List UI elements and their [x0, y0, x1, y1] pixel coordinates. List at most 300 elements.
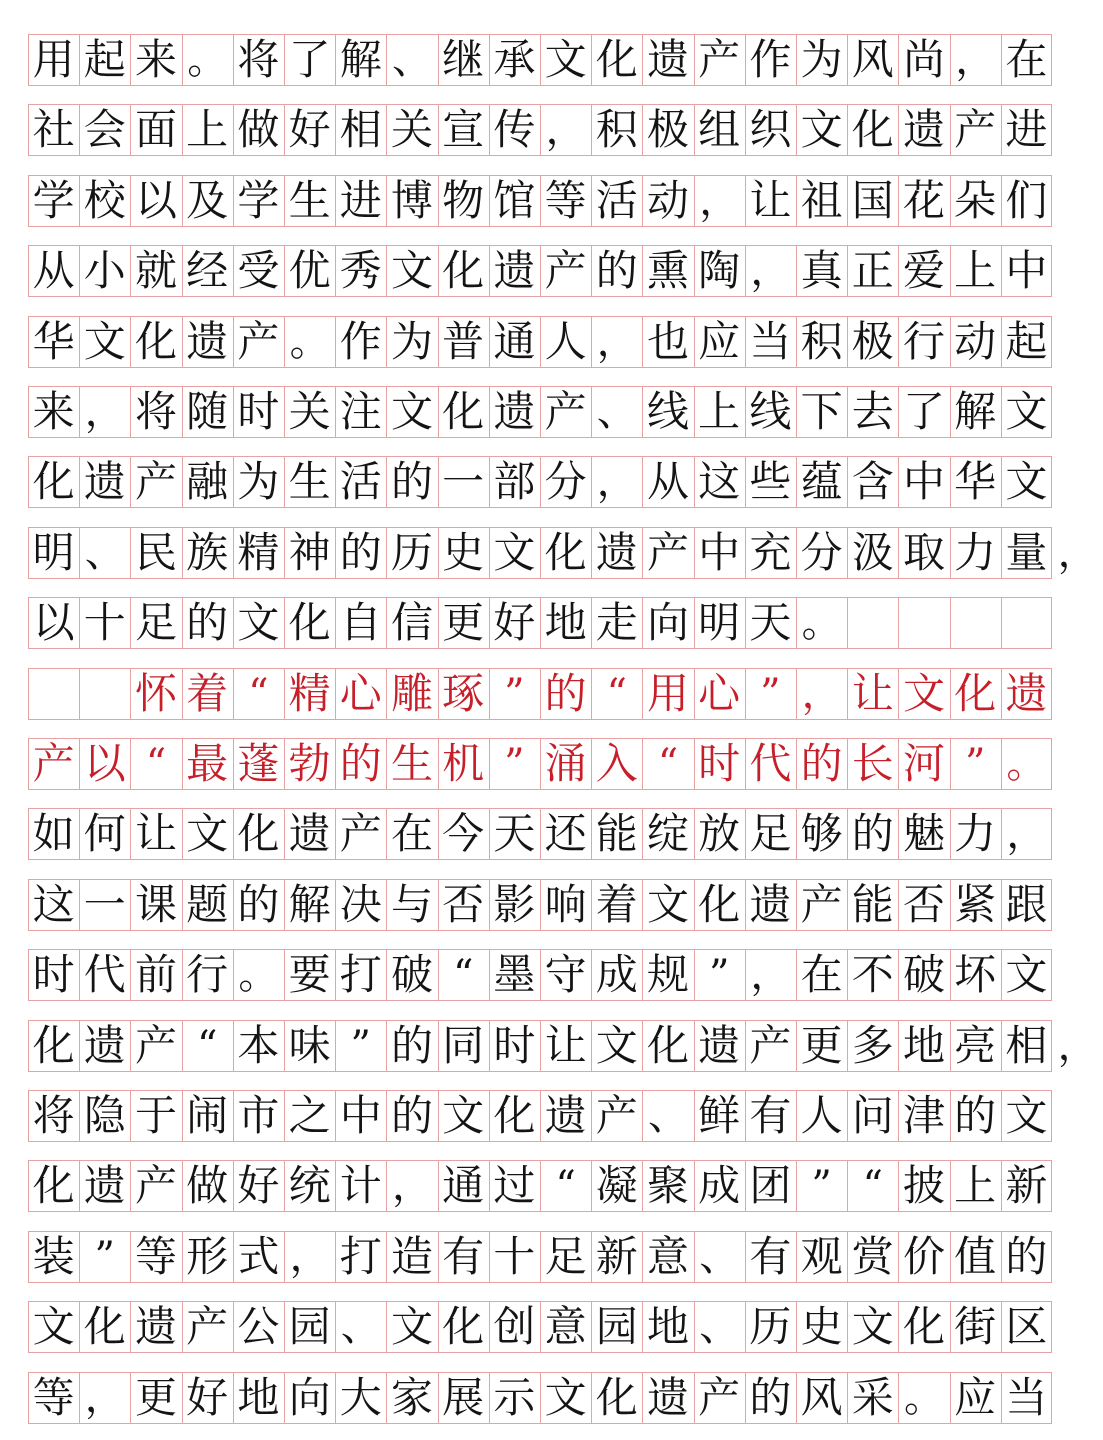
- handwritten-char: 足: [134, 598, 177, 647]
- handwritten-char: 中: [1005, 246, 1048, 295]
- handwritten-char: 将: [32, 1091, 75, 1140]
- handwritten-char: 不: [851, 950, 894, 999]
- handwritten-char: 尚: [902, 35, 945, 84]
- handwritten-char: 从: [32, 246, 75, 295]
- handwritten-char: 遗: [493, 246, 536, 295]
- handwritten-char: 上: [954, 1161, 997, 1210]
- handwritten-char: 以: [134, 176, 177, 225]
- text-line: [28, 949, 1068, 1001]
- handwritten-char: 明: [698, 598, 741, 647]
- handwritten-char: ，: [84, 1375, 125, 1421]
- handwritten-char: 好: [186, 1373, 229, 1422]
- handwritten-char: 解: [339, 35, 382, 84]
- handwritten-char: 让: [851, 669, 894, 718]
- handwritten-char: 何: [83, 809, 126, 858]
- handwritten-char: 化: [32, 1161, 75, 1210]
- handwritten-char: 优: [288, 246, 331, 295]
- handwritten-char: 经: [186, 246, 229, 295]
- handwritten-char: 。: [238, 952, 279, 998]
- handwritten-char: 产: [544, 387, 587, 436]
- handwritten-char: 遗: [544, 1091, 587, 1140]
- text-line: [28, 386, 1068, 438]
- handwritten-char: 宣: [442, 105, 485, 154]
- handwritten-char: “: [862, 1163, 883, 1209]
- handwritten-char: [28, 668, 79, 720]
- handwritten-char: 文: [595, 1021, 638, 1070]
- handwritten-char: 中: [339, 1091, 382, 1140]
- handwritten-char: 市: [237, 1091, 280, 1140]
- handwritten-char: 化: [493, 1091, 536, 1140]
- handwritten-char: 在: [800, 950, 843, 999]
- handwritten-char: 让: [749, 176, 792, 225]
- handwritten-char: 馆: [493, 176, 536, 225]
- handwritten-char: 的: [800, 739, 843, 788]
- handwritten-char: 让: [544, 1021, 587, 1070]
- handwritten-char: 文: [1005, 457, 1048, 506]
- handwritten-char: 就: [134, 246, 177, 295]
- handwritten-char: 文: [237, 598, 280, 647]
- handwritten-char: 在: [390, 809, 433, 858]
- handwritten-char: ，: [750, 952, 791, 998]
- handwritten-char: 一: [83, 880, 126, 929]
- handwritten-char: ”: [504, 671, 525, 717]
- handwritten-char: 打: [339, 1232, 382, 1281]
- handwritten-char: 长: [851, 739, 894, 788]
- handwritten-char: 等: [32, 1373, 75, 1422]
- handwritten-char: 行: [902, 317, 945, 366]
- handwritten-char: 时: [493, 1021, 536, 1070]
- handwritten-char: 做: [186, 1161, 229, 1210]
- handwritten-char: 精: [288, 669, 331, 718]
- handwritten-char: 传: [493, 105, 536, 154]
- text-line: [28, 738, 1068, 790]
- handwritten-char: 等: [134, 1232, 177, 1281]
- handwritten-char: 产: [800, 880, 843, 929]
- text-line: [28, 808, 1068, 860]
- handwritten-char: 风: [800, 1373, 843, 1422]
- handwritten-char: 作: [339, 317, 382, 366]
- handwritten-char: 味: [288, 1021, 331, 1070]
- handwritten-char: 产: [134, 457, 177, 506]
- handwritten-char: 能: [851, 880, 894, 929]
- handwritten-char: 代: [749, 739, 792, 788]
- handwritten-char: 问: [851, 1091, 894, 1140]
- handwritten-char: 还: [544, 809, 587, 858]
- handwritten-char: 织: [749, 105, 792, 154]
- handwritten-char: 真: [800, 246, 843, 295]
- handwritten-char: 。: [801, 600, 842, 646]
- handwritten-char: 文: [390, 1302, 433, 1351]
- handwritten-char: 应: [698, 317, 741, 366]
- handwritten-char: 及: [186, 176, 229, 225]
- handwritten-char: 爱: [902, 246, 945, 295]
- handwritten-char: 于: [134, 1091, 177, 1140]
- handwritten-char: ，: [391, 1163, 432, 1209]
- handwritten-char: 鲜: [698, 1091, 741, 1140]
- handwritten-char: 遗: [646, 1373, 689, 1422]
- handwritten-char: 生: [288, 176, 331, 225]
- handwritten-char: 河: [902, 739, 945, 788]
- text-line: [28, 1020, 1098, 1072]
- handwritten-char: 的: [851, 809, 894, 858]
- handwritten-char: 更: [134, 1373, 177, 1422]
- handwritten-char: 墨: [493, 950, 536, 999]
- handwritten-char: 最: [186, 739, 229, 788]
- handwritten-char: 等: [544, 176, 587, 225]
- handwritten-char: 些: [749, 457, 792, 506]
- handwritten-char: 亮: [954, 1021, 997, 1070]
- handwritten-char: 化: [442, 1302, 485, 1351]
- handwritten-char: 机: [442, 739, 485, 788]
- handwritten-char: 放: [698, 809, 741, 858]
- handwritten-char: 题: [186, 880, 229, 929]
- handwritten-char: 遗: [595, 528, 638, 577]
- handwritten-char: 之: [288, 1091, 331, 1140]
- handwritten-char: 公: [237, 1302, 280, 1351]
- handwritten-char: 的: [186, 598, 229, 647]
- handwritten-char: 自: [339, 598, 382, 647]
- handwritten-char: ”: [964, 741, 986, 787]
- text-line: [28, 527, 1098, 579]
- handwritten-char: 遗: [749, 880, 792, 929]
- handwritten-char: 时: [237, 387, 280, 436]
- handwritten-char: 的: [544, 669, 587, 718]
- handwritten-char: 形: [186, 1232, 229, 1281]
- handwritten-char: 来: [134, 35, 177, 84]
- handwritten-char: 着: [595, 880, 638, 929]
- handwritten-char: 代: [83, 950, 126, 999]
- handwritten-char: 遗: [83, 1021, 126, 1070]
- handwritten-char: 人: [800, 1091, 843, 1140]
- handwritten-char: 了: [902, 387, 945, 436]
- handwritten-char: 极: [851, 317, 894, 366]
- handwritten-char: 好: [288, 105, 331, 154]
- handwritten-char: 时: [32, 950, 75, 999]
- handwritten-char: 文: [851, 1302, 894, 1351]
- handwritten-char: 历: [390, 528, 433, 577]
- handwritten-char: 解: [288, 880, 331, 929]
- handwritten-char: 分: [544, 457, 587, 506]
- handwritten-char: 地: [544, 598, 587, 647]
- handwritten-char: 聚: [646, 1161, 689, 1210]
- handwritten-char: 文: [902, 669, 945, 718]
- text-line: [28, 597, 1068, 649]
- handwritten-char: 魅: [902, 809, 945, 858]
- handwritten-char: ，: [1057, 530, 1098, 576]
- handwritten-char: 更: [800, 1021, 843, 1070]
- handwritten-char: 为: [237, 457, 280, 506]
- handwritten-char: 影: [493, 880, 536, 929]
- handwritten-char: 规: [646, 950, 689, 999]
- handwritten-char: 文: [390, 387, 433, 436]
- handwritten-char: “: [555, 1163, 576, 1209]
- handwritten-char: 凝: [595, 1161, 638, 1210]
- handwritten-char: 文: [646, 880, 689, 929]
- handwritten-char: 的: [339, 528, 382, 577]
- handwritten-char: 充: [749, 528, 792, 577]
- handwritten-char: 线: [749, 387, 792, 436]
- handwritten-char: 文: [493, 528, 536, 577]
- handwritten-char: 、: [391, 37, 432, 83]
- handwritten-char: 要: [288, 950, 331, 999]
- handwritten-char: 上: [698, 387, 741, 436]
- handwritten-char: 更: [442, 598, 485, 647]
- handwritten-char: 示: [493, 1373, 536, 1422]
- handwritten-char: 能: [595, 809, 638, 858]
- handwritten-char: 用: [32, 35, 75, 84]
- handwritten-char: 活: [595, 176, 638, 225]
- handwritten-char: 走: [595, 598, 638, 647]
- handwritten-char: 信: [390, 598, 433, 647]
- handwritten-char: 风: [851, 35, 894, 84]
- handwritten-char: 的: [390, 1021, 433, 1070]
- handwritten-char: 随: [186, 387, 229, 436]
- handwritten-char: 化: [32, 457, 75, 506]
- handwritten-char: 涌: [544, 739, 587, 788]
- handwritten-char: 会: [83, 105, 126, 154]
- handwritten-char: 文: [1005, 387, 1048, 436]
- handwritten-char: ，: [955, 37, 996, 83]
- handwritten-char: 琢: [442, 669, 485, 718]
- handwritten-char: 采: [851, 1373, 894, 1422]
- handwritten-char: ，: [750, 248, 791, 294]
- handwritten-char: 蕴: [800, 457, 843, 506]
- handwritten-char: 行: [186, 950, 229, 999]
- text-line: [28, 1372, 1068, 1424]
- handwritten-char: ，: [84, 389, 125, 435]
- handwritten-char: 文: [390, 246, 433, 295]
- handwritten-char: 心: [698, 669, 741, 718]
- handwritten-char: ，: [801, 671, 842, 717]
- handwritten-char: 融: [186, 457, 229, 506]
- handwritten-char: 注: [339, 387, 382, 436]
- handwritten-char: 创: [493, 1302, 536, 1351]
- handwritten-char: 破: [902, 950, 945, 999]
- handwritten-char: 受: [237, 246, 280, 295]
- handwritten-char: 化: [83, 1302, 126, 1351]
- handwritten-char: 产: [698, 1373, 741, 1422]
- handwritten-char: 物: [442, 176, 485, 225]
- handwritten-char: 化: [595, 35, 638, 84]
- handwritten-char: “: [248, 671, 269, 717]
- handwritten-char: 否: [902, 880, 945, 929]
- text-line: [28, 245, 1068, 297]
- handwritten-char: 将: [237, 35, 280, 84]
- handwritten-char: 的: [390, 1091, 433, 1140]
- handwritten-char: 文: [544, 1373, 587, 1422]
- handwritten-char: 够: [800, 809, 843, 858]
- handwritten-char: 成: [595, 950, 638, 999]
- handwritten-char: 、: [699, 1304, 740, 1350]
- handwritten-char: 华: [954, 457, 997, 506]
- handwritten-char: 产: [237, 317, 280, 366]
- handwritten-char: 化: [902, 1302, 945, 1351]
- handwritten-char: 作: [749, 35, 792, 84]
- handwritten-char: 文: [442, 1091, 485, 1140]
- handwritten-char: 这: [698, 457, 741, 506]
- handwritten-char: 化: [851, 105, 894, 154]
- handwritten-char: 文: [32, 1302, 75, 1351]
- handwritten-char: 化: [595, 1373, 638, 1422]
- handwritten-char: 否: [442, 880, 485, 929]
- handwritten-char: 、: [596, 389, 637, 435]
- handwritten-char: 面: [134, 105, 177, 154]
- handwritten-char: ”: [350, 1023, 371, 1069]
- handwritten-char: 力: [954, 528, 997, 577]
- handwritten-char: 展: [442, 1373, 485, 1422]
- handwritten-char: 秀: [339, 246, 382, 295]
- handwritten-char: 成: [698, 1161, 741, 1210]
- handwritten-char: 学: [237, 176, 280, 225]
- handwritten-char: ”: [760, 671, 781, 717]
- handwritten-char: 以: [83, 739, 126, 788]
- handwritten-char: 起: [83, 35, 126, 84]
- handwritten-char: 来: [32, 387, 75, 436]
- handwritten-char: 用: [646, 669, 689, 718]
- handwritten-char: 博: [390, 176, 433, 225]
- handwritten-char: 精: [237, 528, 280, 577]
- text-line: [28, 1090, 1068, 1142]
- handwritten-char: 的: [954, 1091, 997, 1140]
- handwritten-char: 如: [32, 809, 75, 858]
- handwritten-char: 了: [288, 35, 331, 84]
- handwritten-char: 津: [902, 1091, 945, 1140]
- handwritten-char: “: [145, 741, 167, 787]
- handwritten-char: 计: [339, 1161, 382, 1210]
- handwritten-char: 当: [749, 317, 792, 366]
- text-line: [28, 456, 1068, 508]
- handwritten-char: 价: [902, 1232, 945, 1281]
- handwritten-char: 的: [595, 246, 638, 295]
- handwritten-char: 小: [83, 246, 126, 295]
- handwritten-char: 将: [134, 387, 177, 436]
- handwritten-char: 量: [1005, 528, 1048, 577]
- handwritten-char: 值: [954, 1232, 997, 1281]
- handwritten-char: 地: [237, 1373, 280, 1422]
- handwritten-char: 从: [646, 457, 689, 506]
- handwritten-char: 好: [237, 1161, 280, 1210]
- handwritten-char: 积: [800, 317, 843, 366]
- handwritten-char: 做: [237, 105, 280, 154]
- handwritten-char: 相: [339, 105, 382, 154]
- handwritten-char: 关: [288, 387, 331, 436]
- text-line: [28, 668, 1068, 720]
- handwritten-char: ，: [289, 1234, 330, 1280]
- handwritten-char: 为: [800, 35, 843, 84]
- handwritten-char: 新: [1005, 1161, 1048, 1210]
- handwritten-char: 勃: [288, 739, 331, 788]
- handwritten-char: 家: [390, 1373, 433, 1422]
- handwritten-char: 本: [237, 1021, 280, 1070]
- handwritten-char: 新: [595, 1232, 638, 1281]
- handwritten-char: 区: [1005, 1302, 1048, 1351]
- handwritten-char: 怀: [134, 669, 177, 718]
- handwritten-char: 的: [390, 457, 433, 506]
- handwritten-char: 陶: [698, 246, 741, 295]
- handwritten-char: 决: [339, 880, 382, 929]
- handwritten-char: 今: [442, 809, 485, 858]
- handwritten-char: 足: [544, 1232, 587, 1281]
- handwritten-char: 的: [339, 739, 382, 788]
- handwritten-char: 。: [1006, 741, 1047, 787]
- handwritten-char: 积: [595, 105, 638, 154]
- handwritten-char: 十: [83, 598, 126, 647]
- handwritten-char: 通: [442, 1161, 485, 1210]
- handwritten-char: 时: [698, 739, 741, 788]
- handwritten-char: 中: [902, 457, 945, 506]
- handwritten-char: 文: [186, 809, 229, 858]
- handwritten-char: 校: [83, 176, 126, 225]
- handwritten-char: 这: [32, 880, 75, 929]
- handwritten-char: 汲: [851, 528, 894, 577]
- handwritten-char: 遗: [288, 809, 331, 858]
- handwritten-char: 十: [493, 1232, 536, 1281]
- handwritten-char: 族: [186, 528, 229, 577]
- handwritten-char: 文: [1005, 1091, 1048, 1140]
- handwritten-char: 守: [544, 950, 587, 999]
- handwritten-char: ，: [1057, 1023, 1098, 1069]
- handwritten-char: 正: [851, 246, 894, 295]
- handwritten-char: 化: [288, 598, 331, 647]
- handwritten-char: 文: [800, 105, 843, 154]
- handwritten-char: 向: [288, 1373, 331, 1422]
- handwritten-char: 国: [851, 176, 894, 225]
- handwritten-char: 民: [134, 528, 177, 577]
- handwritten-char: 起: [1005, 317, 1048, 366]
- handwritten-char: 力: [954, 809, 997, 858]
- handwritten-char: 意: [646, 1232, 689, 1281]
- handwritten-char: 园: [595, 1302, 638, 1351]
- handwritten-char: 隐: [83, 1091, 126, 1140]
- handwritten-char: 继: [442, 35, 485, 84]
- handwritten-char: 产: [32, 739, 75, 788]
- handwritten-char: ”: [504, 741, 525, 787]
- handwritten-char: 紧: [954, 880, 997, 929]
- handwritten-char: 着: [186, 669, 229, 718]
- handwritten-char: 观: [800, 1232, 843, 1281]
- handwritten-char: 进: [339, 176, 382, 225]
- handwritten-char: 社: [32, 105, 75, 154]
- handwritten-char: 在: [1005, 35, 1048, 84]
- handwritten-char: 足: [749, 809, 792, 858]
- text-line: [28, 104, 1068, 156]
- handwritten-char: 当: [1005, 1373, 1048, 1422]
- handwritten-char: 天: [493, 809, 536, 858]
- handwritten-char: 史: [442, 528, 485, 577]
- handwritten-char: 过: [493, 1161, 536, 1210]
- handwritten-char: 、: [647, 1093, 688, 1139]
- handwritten-char: 雕: [390, 669, 433, 718]
- handwritten-char: 多: [851, 1021, 894, 1070]
- handwritten-char: 普: [442, 317, 485, 366]
- handwritten-char: “: [196, 1023, 218, 1069]
- handwritten-char: 团: [749, 1161, 792, 1210]
- handwritten-char: “: [657, 741, 679, 787]
- handwritten-char: 动: [646, 176, 689, 225]
- handwritten-char: 前: [134, 950, 177, 999]
- handwritten-char: 们: [1005, 176, 1048, 225]
- handwritten-char: 关: [390, 105, 433, 154]
- handwritten-char: 学: [32, 176, 75, 225]
- handwritten-char: 产: [954, 105, 997, 154]
- handwritten-char: 遗: [83, 1161, 126, 1210]
- handwritten-char: 应: [954, 1373, 997, 1422]
- handwritten-char: 产: [595, 1091, 638, 1140]
- handwritten-char: 取: [902, 528, 945, 577]
- text-line: [28, 34, 1068, 86]
- handwritten-char: 相: [1005, 1021, 1048, 1070]
- handwritten-char: 产: [698, 35, 741, 84]
